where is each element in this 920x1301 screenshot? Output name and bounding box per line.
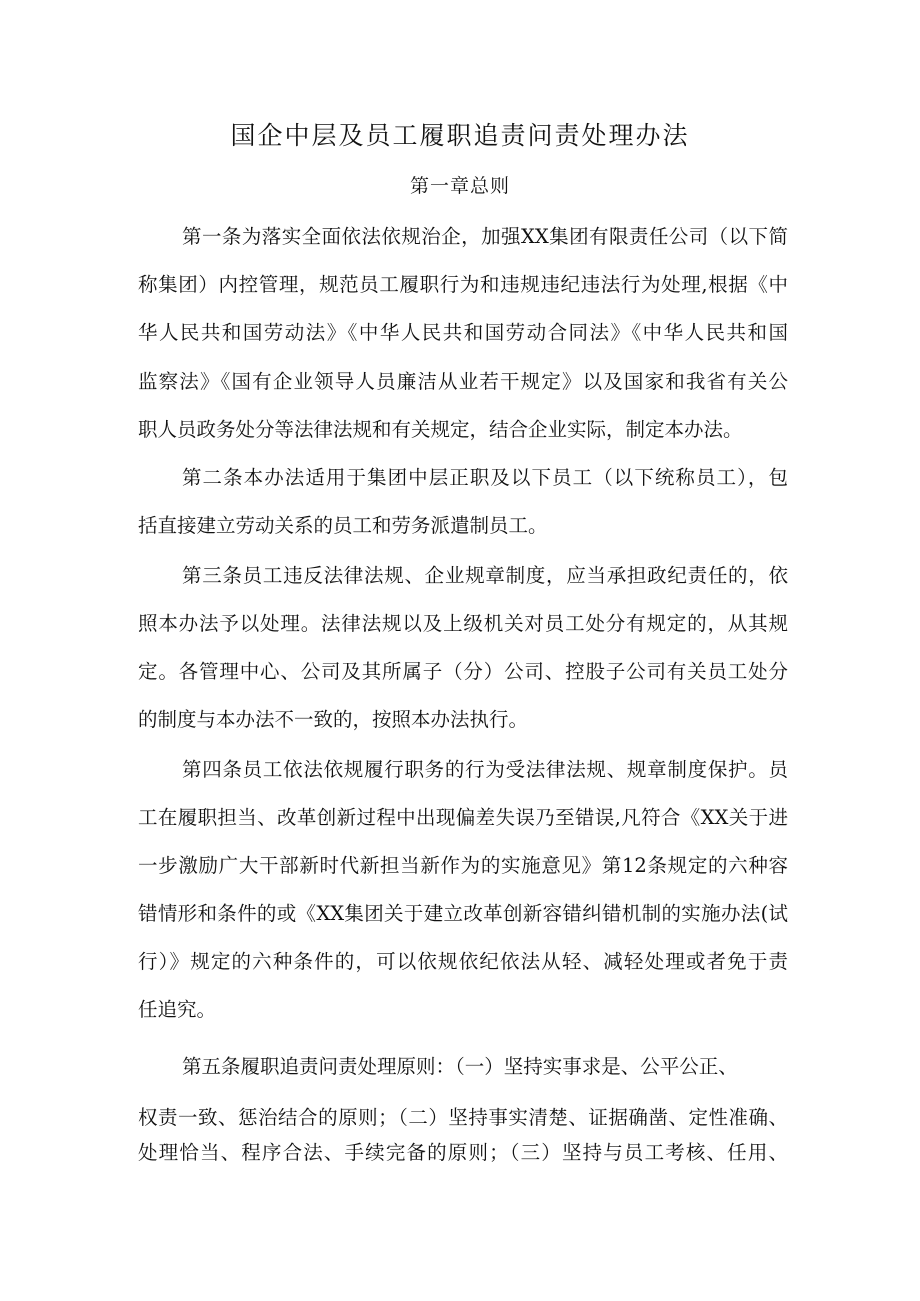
article-4-line: 行）》规定的六种条件的，可以依规依纪依法从轻、减轻处理或者免于责 [138, 950, 788, 973]
article-3-line: 定。各管理中心、公司及其所属子（分）公司、控股子公司有关员工处分 [138, 660, 788, 683]
article-1-line: 监察法》《国有企业领导人员廉洁从业若干规定》以及国家和我省有关公 [138, 370, 788, 393]
article-4-line: 任追究。 [138, 998, 217, 1021]
article-5-line: 权责一致、惩治结合的原则；（二）坚持事实清楚、证据确凿、定性准确、 [138, 1106, 788, 1129]
article-4-line: 第四条员工依法依规履行职务的行为受法律法规、规章制度保护。员 [182, 758, 788, 781]
article-1-line: 称集团）内控管理，规范员工履职行为和违规违纪违法行为处理,根据《中 [138, 273, 788, 296]
article-4-line: 一步激励广大干部新时代新担当新作为的实施意见》第12条规定的六种容 [138, 854, 788, 877]
article-1-line: 华人民共和国劳动法》《中华人民共和国劳动合同法》《中华人民共和国 [138, 321, 788, 344]
article-3-line: 第三条员工违反法律法规、企业规章制度，应当承担政纪责任的，依 [182, 564, 788, 587]
article-3-line: 的制度与本办法不一致的，按照本办法执行。 [138, 708, 529, 731]
article-2-line: 括直接建立劳动关系的员工和劳务派遣制员工。 [138, 514, 548, 537]
article-3-line: 照本办法予以处理。法律法规以及上级机关对员工处分有规定的，从其规 [138, 612, 788, 635]
article-5-line: 处理恰当、程序合法、手续完备的原则；（三）坚持与员工考核、任用、 [138, 1141, 788, 1164]
document-title: 国企中层及员工履职追责问责处理办法 [230, 121, 690, 150]
chapter-title: 第一章总则 [409, 175, 510, 197]
article-5-line: 第五条履职追责问责处理原则：（一）坚持实事求是、公平公正、 [182, 1055, 738, 1078]
article-1-line: 第一条为落实全面依法依规治企，加强XX集团有限责任公司（以下简 [182, 225, 788, 248]
article-4-line: 工在履职担当、改革创新过程中出现偏差失误乃至错误,凡符合《XX关于进 [138, 806, 788, 829]
article-2-line: 第二条本办法适用于集团中层正职及以下员工（以下统称员工），包 [182, 466, 788, 489]
article-4-line: 错情形和条件的或《XX集团关于建立改革创新容错纠错机制的实施办法(试 [138, 902, 788, 925]
article-1-line: 职人员政务处分等法律法规和有关规定，结合企业实际，制定本办法。 [138, 418, 743, 441]
